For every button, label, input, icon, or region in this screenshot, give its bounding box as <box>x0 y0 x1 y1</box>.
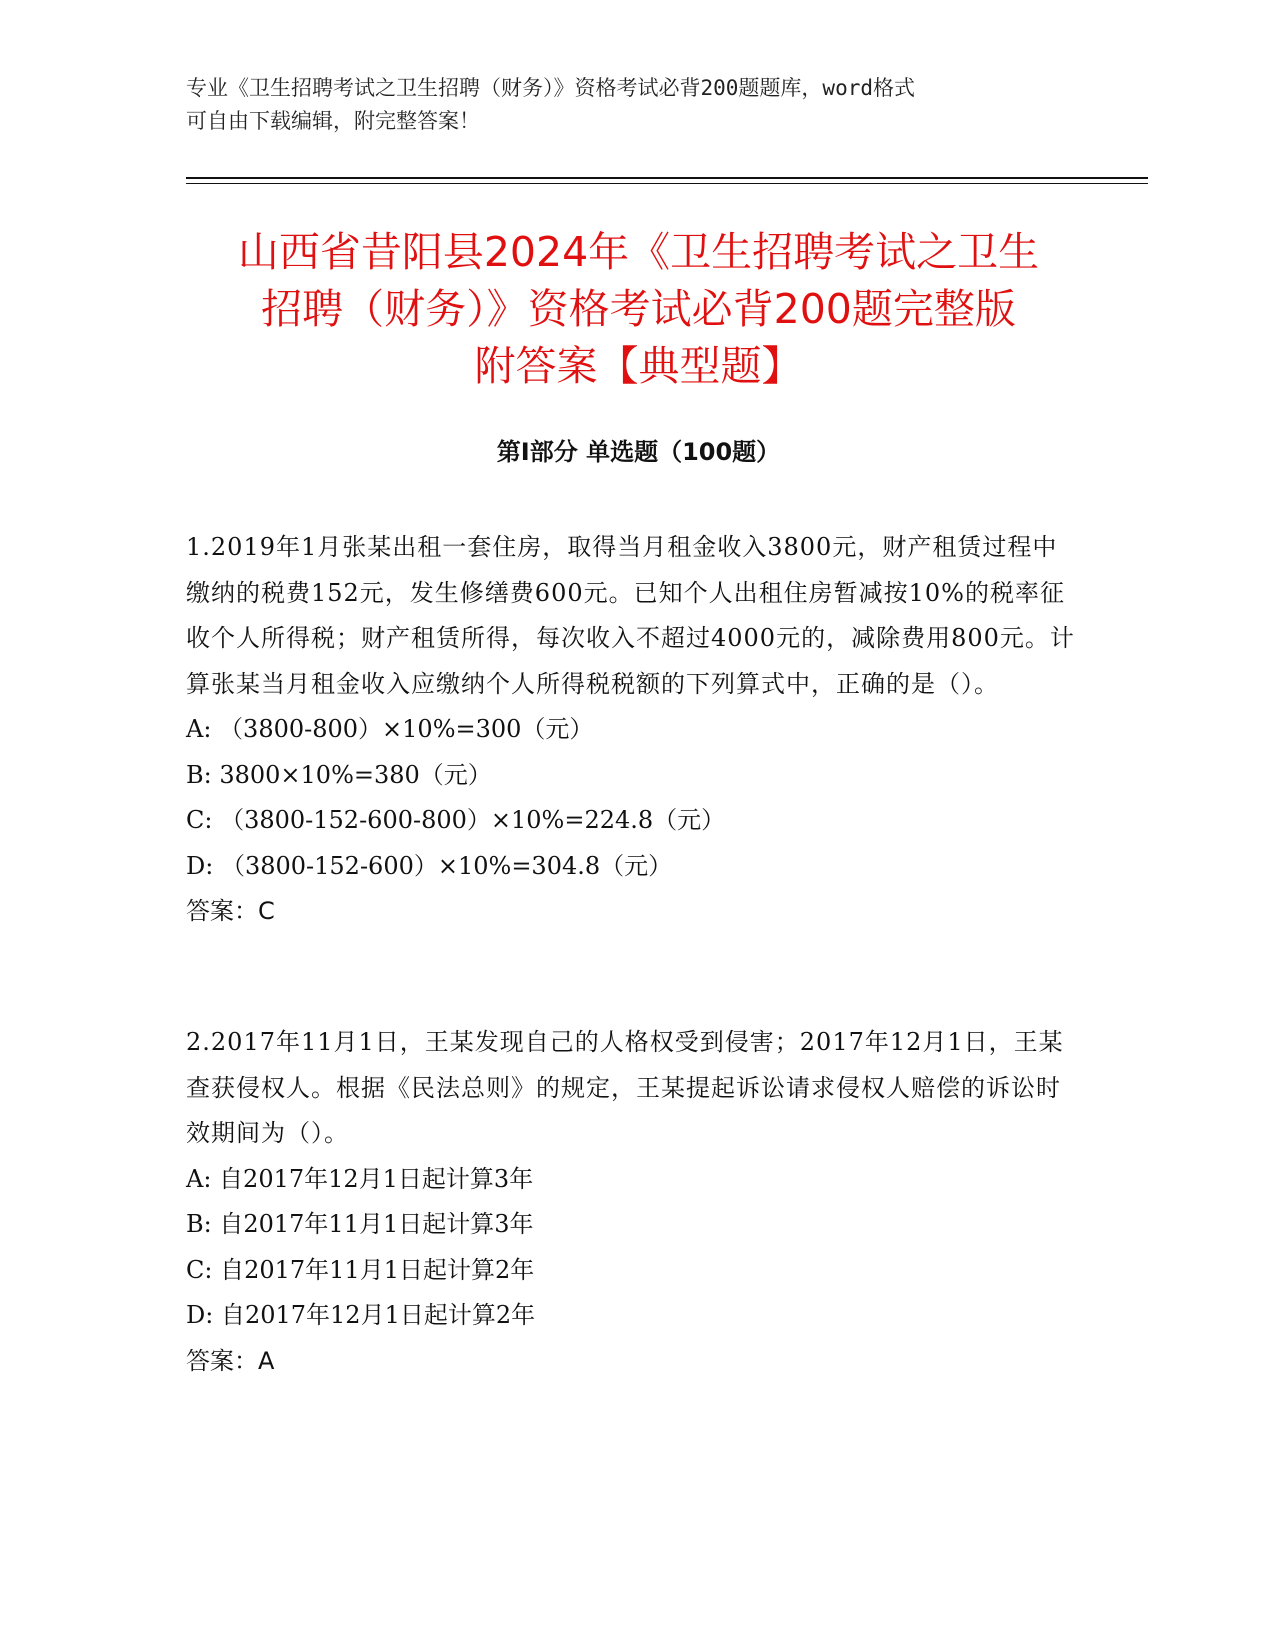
header-line-1: 专业《卫生招聘考试之卫生招聘（财务）》资格考试必背200题题库，word格式 <box>186 76 915 100</box>
title-line-2: 招聘（财务）》资格考试必背200题完整版 <box>261 285 1016 333</box>
section-heading: 第Ⅰ部分 单选题（100题） <box>496 438 781 466</box>
header-line-2: 可自由下载编辑，附完整答案！ <box>186 109 480 133</box>
title-line-3: 附答案【典型题】 <box>474 342 803 390</box>
answer-line: 答案：A <box>186 1346 275 1375</box>
question-stem: 1.2019年1月张某出租一套住房，取得当月租金收入3800元，财产租赁过程中缴纳的税费152元，发生修缮费600元。已知个人出租住房暂减按10%的税率征收个人所得税；财产租赁所得，每次收入不超过4000元的，减除费用800元。计算张某当月租金收入应缴纳个人所得税税额的下列算式中，正确的是（）。 <box>186 533 1075 698</box>
header-divider-thick <box>186 177 1148 179</box>
option-d: D: （3800-152-600）×10%=304.8（元） <box>186 851 673 880</box>
question-1 <box>186 525 1076 935</box>
option-a: A: （3800-800）×10%=300（元） <box>186 715 594 743</box>
option-b: B: 自2017年11月1日起计算3年 <box>186 1210 534 1238</box>
header-divider-thin <box>186 183 1148 184</box>
document-title <box>186 224 1091 395</box>
option-b: B: 3800×10%=380（元） <box>186 760 492 789</box>
option-d: D: 自2017年12月1日起计算2年 <box>186 1301 536 1329</box>
question-2 <box>186 1020 1076 1384</box>
option-c: C: （3800-152-600-800）×10%=224.8（元） <box>186 806 726 834</box>
question-stem: 2.2017年11月1日，王某发现自己的人格权受到侵害；2017年12月1日，王某查获侵权人。根据《民法总则》的规定，王某提起诉讼请求侵权人赔偿的诉讼时效期间为（）。 <box>186 1028 1064 1147</box>
title-line-1: 山西省昔阳县2024年《卫生招聘考试之卫生 <box>237 228 1040 276</box>
answer-line: 答案：C <box>186 897 275 925</box>
option-a: A: 自2017年12月1日起计算3年 <box>186 1164 534 1193</box>
page-header <box>186 72 1056 138</box>
option-c: C: 自2017年11月1日起计算2年 <box>186 1255 535 1284</box>
